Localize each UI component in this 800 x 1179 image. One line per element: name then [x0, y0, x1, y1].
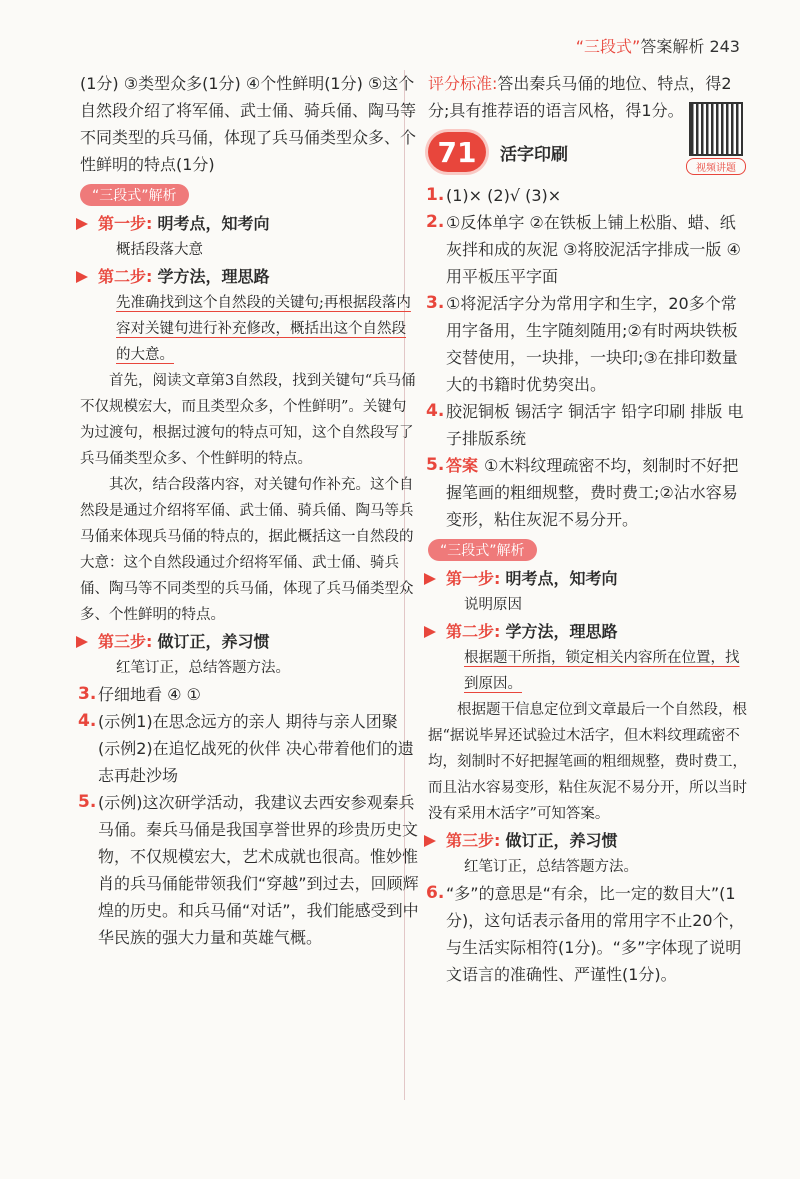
arrow-icon: [76, 271, 88, 283]
step-1: [428, 565, 748, 592]
step-label: 第三步:: [98, 632, 153, 651]
arrow-icon: [76, 636, 88, 648]
step-title: 明考点，知考向: [505, 569, 618, 588]
qr-code-icon: [689, 102, 743, 156]
qr-label: 视频讲题: [686, 158, 746, 175]
answer-3: [80, 681, 420, 708]
step-title: 做订正，养习惯: [505, 831, 618, 850]
left-column: [80, 70, 420, 951]
answer-text: “多”的意思是“有余，比一定的数目大”(1分)，这句话表示备用的常用字不止20个，与生活实际相符(1分)。“多”字体现了说明文语言的准确性、严谨性(1分)。: [446, 884, 745, 984]
answer-5: [80, 789, 420, 951]
answer-label: 答案: [446, 456, 479, 475]
analysis-pill: “三段式”解析: [428, 539, 537, 561]
step-1-text: 概括段落大意: [116, 242, 203, 258]
question-number: 5.: [426, 455, 445, 475]
arrow-icon: [424, 835, 436, 847]
header-page: 答案解析 243: [640, 37, 740, 56]
question-number: 6.: [426, 883, 445, 903]
answer-text: (示例1)在思念远方的亲人 期待与亲人团聚: [98, 712, 398, 731]
lesson-number: 71: [428, 132, 486, 172]
answer-text: ①木料纹理疏密不均，刻制时不好把握笔画的粗细规整，费时费工;②沾水容易变形，粘住灰泥不易分开。: [446, 456, 739, 529]
answer-text: 胶泥铜板 锡活字 铜活字 铅字印刷 排版 电子排版系统: [446, 402, 744, 448]
analysis-para-1: 根据题干信息定位到文章最后一个自然段，根据“据说毕昇还试验过木活字，但木料纹理疏密不均，刻制时不好把握笔画的粗细规整，费时费工，而且沾水容易变形，粘住灰泥不易分开，所以当时没有采用木活字”可知答案。: [428, 702, 747, 822]
step-2-method: 先准确找到这个自然段的关键句;再根据段落内容对关键句进行补充修改，概括出这个自然段的大意。: [116, 295, 411, 363]
step-1-text: 说明原因: [464, 597, 522, 613]
criteria-label: 评分标准:: [428, 74, 498, 93]
step-title: 学方法，理思路: [157, 267, 270, 286]
criteria-text: 答出秦兵马俑的地位、特点，得2分;具有推荐语的语言风格，得1分。: [428, 74, 732, 120]
question-number: 4.: [426, 401, 445, 421]
answer-text: ①将泥活字分为常用字和生字，20多个常用字备用，生字随刻随用;②有时两块铁板交替使用，一块排，一块印;③在排印数量大的书籍时优势突出。: [446, 294, 738, 394]
answer-continued: (1分) ③类型众多(1分) ④个性鲜明(1分) ⑤这个自然段介绍了将军俑、武士俑、骑兵俑、陶马等不同类型的兵马俑，体现了兵马俑类型众多、个性鲜明的特点(1分): [80, 74, 417, 174]
arrow-icon: [424, 573, 436, 585]
answer-1: [428, 182, 748, 209]
page-header: [576, 34, 740, 57]
step-label: 第一步:: [98, 214, 153, 233]
answer-text: ①反体单字 ②在铁板上铺上松脂、蜡、纸灰拌和成的灰泥 ③将胶泥活字排成一版 ④用平板压平字面: [446, 213, 741, 286]
analysis-para-1: 首先，阅读文章第3自然段，找到关键句“兵马俑不仅规模宏大，而且类型众多，个性鲜明”。关键句为过渡句，根据过渡句的特点可知，这个自然段写了兵马俑类型众多、个性鲜明的特点。: [80, 373, 416, 467]
step-1: [80, 210, 420, 237]
answer-text: 仔细地看 ④ ①: [98, 685, 201, 704]
answer-4: [428, 398, 748, 452]
arrow-icon: [424, 626, 436, 638]
answer-text: (示例2)在追忆战死的伙伴 决心带着他们的遗志再赴沙场: [98, 739, 414, 785]
step-title: 明考点，知考向: [157, 214, 270, 233]
step-3: [80, 628, 420, 655]
answer-5: [428, 452, 748, 533]
analysis-pill: “三段式”解析: [80, 184, 189, 206]
answer-4: [80, 708, 420, 789]
lesson-title: 活字印刷: [500, 144, 568, 165]
answer-2: [428, 209, 748, 290]
step-3-text: 红笔订正，总结答题方法。: [464, 859, 638, 875]
answer-text: (1)× (2)√ (3)×: [446, 186, 562, 205]
answer-3: [428, 290, 748, 398]
answer-6: [428, 880, 748, 988]
analysis-para-2: 其次，结合段落内容，对关键句作补充。这个自然段是通过介绍将军俑、武士俑、骑兵俑、陶马等兵马俑来体现兵马俑的特点的，据此概括这一自然段的大意：这个自然段通过介绍将军俑、武士俑、骑兵俑、陶马等不同类型的兵马俑，体现了兵马俑类型众多、个性鲜明的特点。: [80, 477, 414, 623]
step-label: 第一步:: [446, 569, 501, 588]
qr-code[interactable]: [686, 102, 746, 175]
step-3: [428, 827, 748, 854]
right-column: [428, 70, 748, 988]
step-label: 第二步:: [98, 267, 153, 286]
step-title: 学方法，理思路: [505, 622, 618, 641]
arrow-icon: [76, 218, 88, 230]
lesson-heading: [428, 132, 748, 172]
step-label: 第二步:: [446, 622, 501, 641]
step-2-method: 根据题干所指，锁定相关内容所在位置，找到原因。: [464, 650, 740, 692]
question-number: 2.: [426, 212, 445, 232]
step-label: 第三步:: [446, 831, 501, 850]
question-number: 3.: [78, 684, 97, 704]
question-number: 5.: [78, 792, 97, 812]
step-2: [428, 618, 748, 645]
answer-text: (示例)这次研学活动，我建议去西安参观秦兵马俑。秦兵马俑是我国享誉世界的珍贵历史文物，不仅规模宏大，艺术成就也很高。惟妙惟肖的兵马俑能带领我们“穿越”到过去，回顾辉煌的历史。和兵马俑“对话”，我们能感受到中华民族的强大力量和英雄气概。: [98, 793, 419, 947]
question-number: 3.: [426, 293, 445, 313]
question-number: 4.: [78, 711, 97, 731]
question-number: 1.: [426, 185, 445, 205]
step-title: 做订正，养习惯: [157, 632, 270, 651]
step-3-text: 红笔订正，总结答题方法。: [116, 660, 290, 676]
step-2: [80, 263, 420, 290]
header-brand: “三段式”: [575, 37, 641, 56]
